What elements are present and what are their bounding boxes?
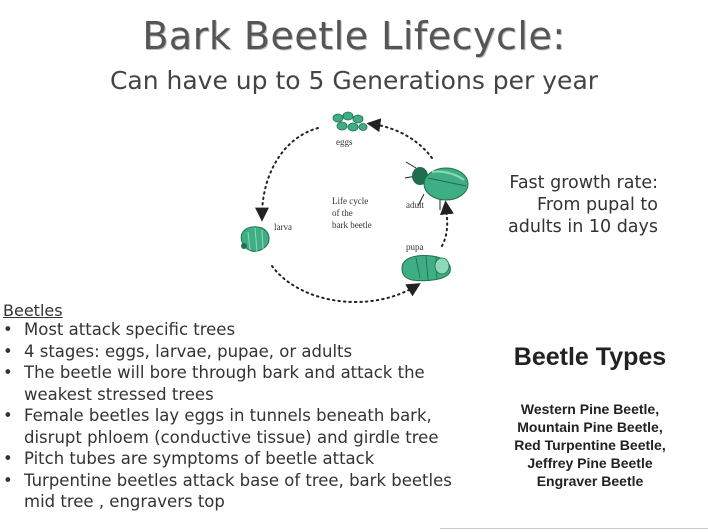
beetle-type-item: Western Pine Beetle, <box>520 401 660 417</box>
beetle-types-list <box>490 400 690 490</box>
growth-line-1: Fast growth rate: <box>509 173 658 193</box>
label-larva: larva <box>274 222 292 232</box>
slide-title: Bark Beetle Lifecycle: <box>142 14 566 58</box>
growth-line-3: adults in 10 days <box>508 217 658 237</box>
label-adult: adult <box>406 200 424 210</box>
pupa-illustration <box>402 256 450 281</box>
arrow-adult-to-eggs <box>372 124 432 158</box>
bullet-item: • Most attack specific trees <box>3 319 473 341</box>
slide-subtitle: Can have up to 5 Generations per year <box>109 66 599 95</box>
beetle-type-item: Engraver Beetle <box>536 473 644 489</box>
label-pupa: pupa <box>406 242 424 252</box>
arrow-eggs-to-larva <box>262 128 318 216</box>
growth-line-2: From pupal to <box>537 195 658 215</box>
beetle-type-item: Red Turpentine Beetle, <box>514 437 666 453</box>
lifecycle-diagram <box>220 106 490 316</box>
beetle-type-item: Jeffrey Pine Beetle <box>527 455 653 471</box>
bullet-item: • Turpentine beetles attack base of tree, bark beetles mid tree , engravers top <box>3 470 473 513</box>
growth-rate-note <box>498 172 658 238</box>
beetle-type-item: Mountain Pine Beetle, <box>517 419 663 435</box>
bullet-item: • Pitch tubes are symptoms of beetle attack <box>3 448 473 470</box>
bullet-item: • 4 stages: eggs, larvae, pupae, or adults <box>3 341 473 363</box>
beetles-bullet-list <box>3 319 473 513</box>
beetle-types-title: Beetle Types <box>513 343 667 371</box>
center-label-line2: of the <box>332 208 353 218</box>
arrow-pupa-to-adult <box>442 206 447 246</box>
larva-illustration <box>241 227 269 252</box>
beetles-heading: Beetles <box>3 301 63 320</box>
center-label-line3: bark beetle <box>332 220 372 230</box>
bullet-item: • Female beetles lay eggs in tunnels beneath bark, disrupt phloem (conductive tissue) and girdle tree <box>3 405 473 448</box>
center-label-line1: Life cycle <box>332 196 369 206</box>
eggs-illustration <box>333 112 367 131</box>
footer-divider <box>440 528 708 529</box>
arrow-larva-to-pupa <box>272 266 416 302</box>
label-eggs: eggs <box>336 137 353 147</box>
bullet-item: • The beetle will bore through bark and attack the weakest stressed trees <box>3 362 473 405</box>
